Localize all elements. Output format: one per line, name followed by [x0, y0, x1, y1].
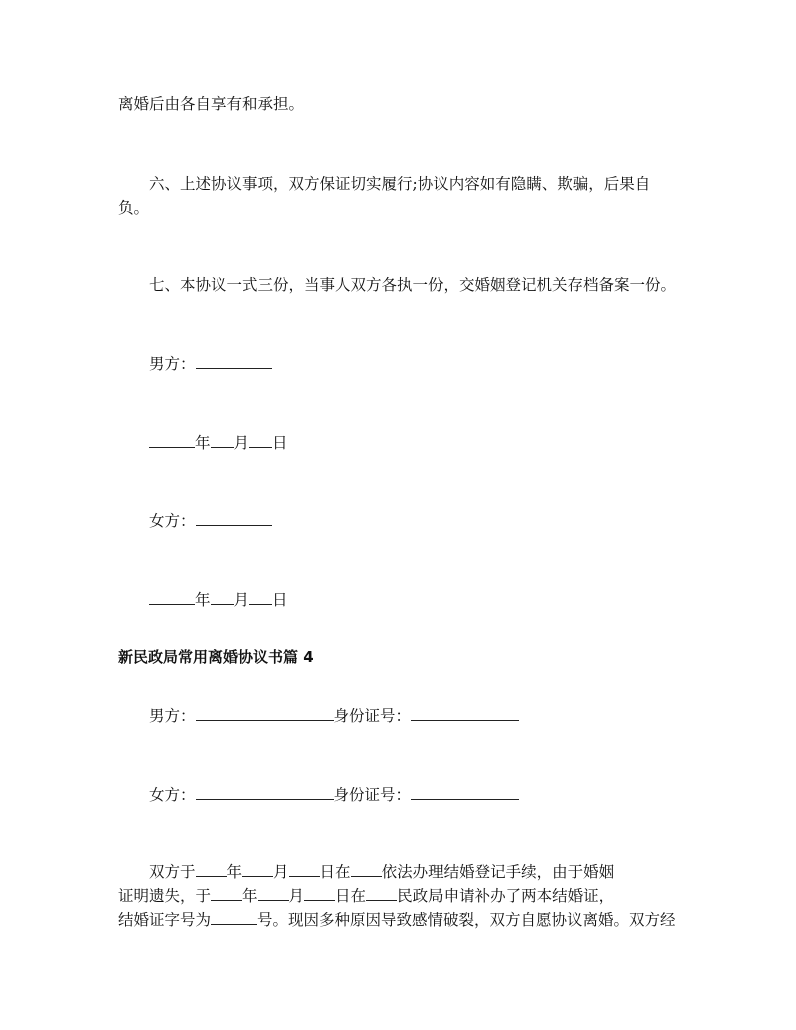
item-6-line-2: 负。 [118, 199, 150, 217]
text: 证明遗失，于 [118, 887, 212, 905]
day-label: 日 [272, 434, 288, 452]
female-signature-blank [196, 511, 272, 526]
final-paragraph-line-2 [118, 884, 688, 908]
male-id-label: 身份证号： [333, 707, 412, 725]
text: 年 [226, 863, 243, 881]
year-blank [149, 590, 195, 605]
paragraph-tail: 离婚后由各自享有和承担。 [118, 95, 305, 113]
female-label: 女方： [149, 512, 196, 530]
text: 日在 [335, 887, 367, 905]
female-name-blank [196, 785, 334, 800]
female-id-label: 身份证号： [333, 786, 412, 804]
day-label: 日 [272, 591, 288, 609]
blank [258, 886, 289, 901]
month-blank [211, 433, 234, 448]
text: 年 [242, 887, 258, 905]
blank [366, 886, 397, 901]
female-date-line [149, 588, 689, 612]
final-paragraph-line-1 [149, 860, 689, 884]
year-label: 年 [195, 591, 211, 609]
month-label: 月 [233, 434, 250, 452]
male-party-label: 男方： [149, 707, 196, 725]
male-name-blank [196, 706, 334, 721]
text: 依法办理结婚登记手续，由于婚姻 [381, 863, 615, 881]
blank [242, 862, 273, 877]
item-6-line-1: 六、上述协议事项，双方保证切实履行;协议内容如有隐瞒、欺骗，后果自 [149, 175, 651, 193]
month-label: 月 [233, 591, 250, 609]
female-party-line [149, 783, 689, 807]
final-paragraph-line-3 [118, 908, 688, 932]
text: 号。现因多种原因导致感情破裂，双方自愿协议离婚。双方经 [257, 911, 676, 929]
male-id-blank [411, 706, 519, 721]
text: 结婚证字号为 [118, 911, 212, 929]
male-party-line [149, 704, 689, 728]
text: 月 [288, 887, 305, 905]
blank [304, 886, 335, 901]
blank [211, 910, 257, 925]
text: 民政局申请补办了两本结婚证， [397, 887, 615, 905]
text: 月 [273, 863, 289, 881]
blank [196, 862, 227, 877]
male-label: 男方： [149, 355, 196, 373]
male-signature-line [149, 352, 689, 376]
female-party-label: 女方： [149, 786, 196, 804]
month-blank [211, 590, 234, 605]
text: 日在 [319, 863, 351, 881]
year-blank [149, 433, 195, 448]
item-7: 七、本协议一式三份，当事人双方各执一份，交婚姻登记机关存档备案一份。 [149, 276, 677, 294]
female-id-blank [411, 785, 519, 800]
blank [351, 862, 382, 877]
day-blank [249, 590, 272, 605]
blank [289, 862, 320, 877]
blank [211, 886, 242, 901]
section-heading: 新民政局常用离婚协议书篇 4 [118, 648, 314, 666]
female-signature-line [149, 509, 689, 533]
year-label: 年 [195, 434, 211, 452]
male-signature-blank [196, 354, 272, 369]
male-date-line [149, 431, 689, 455]
text: 双方于 [149, 863, 196, 881]
day-blank [249, 433, 272, 448]
